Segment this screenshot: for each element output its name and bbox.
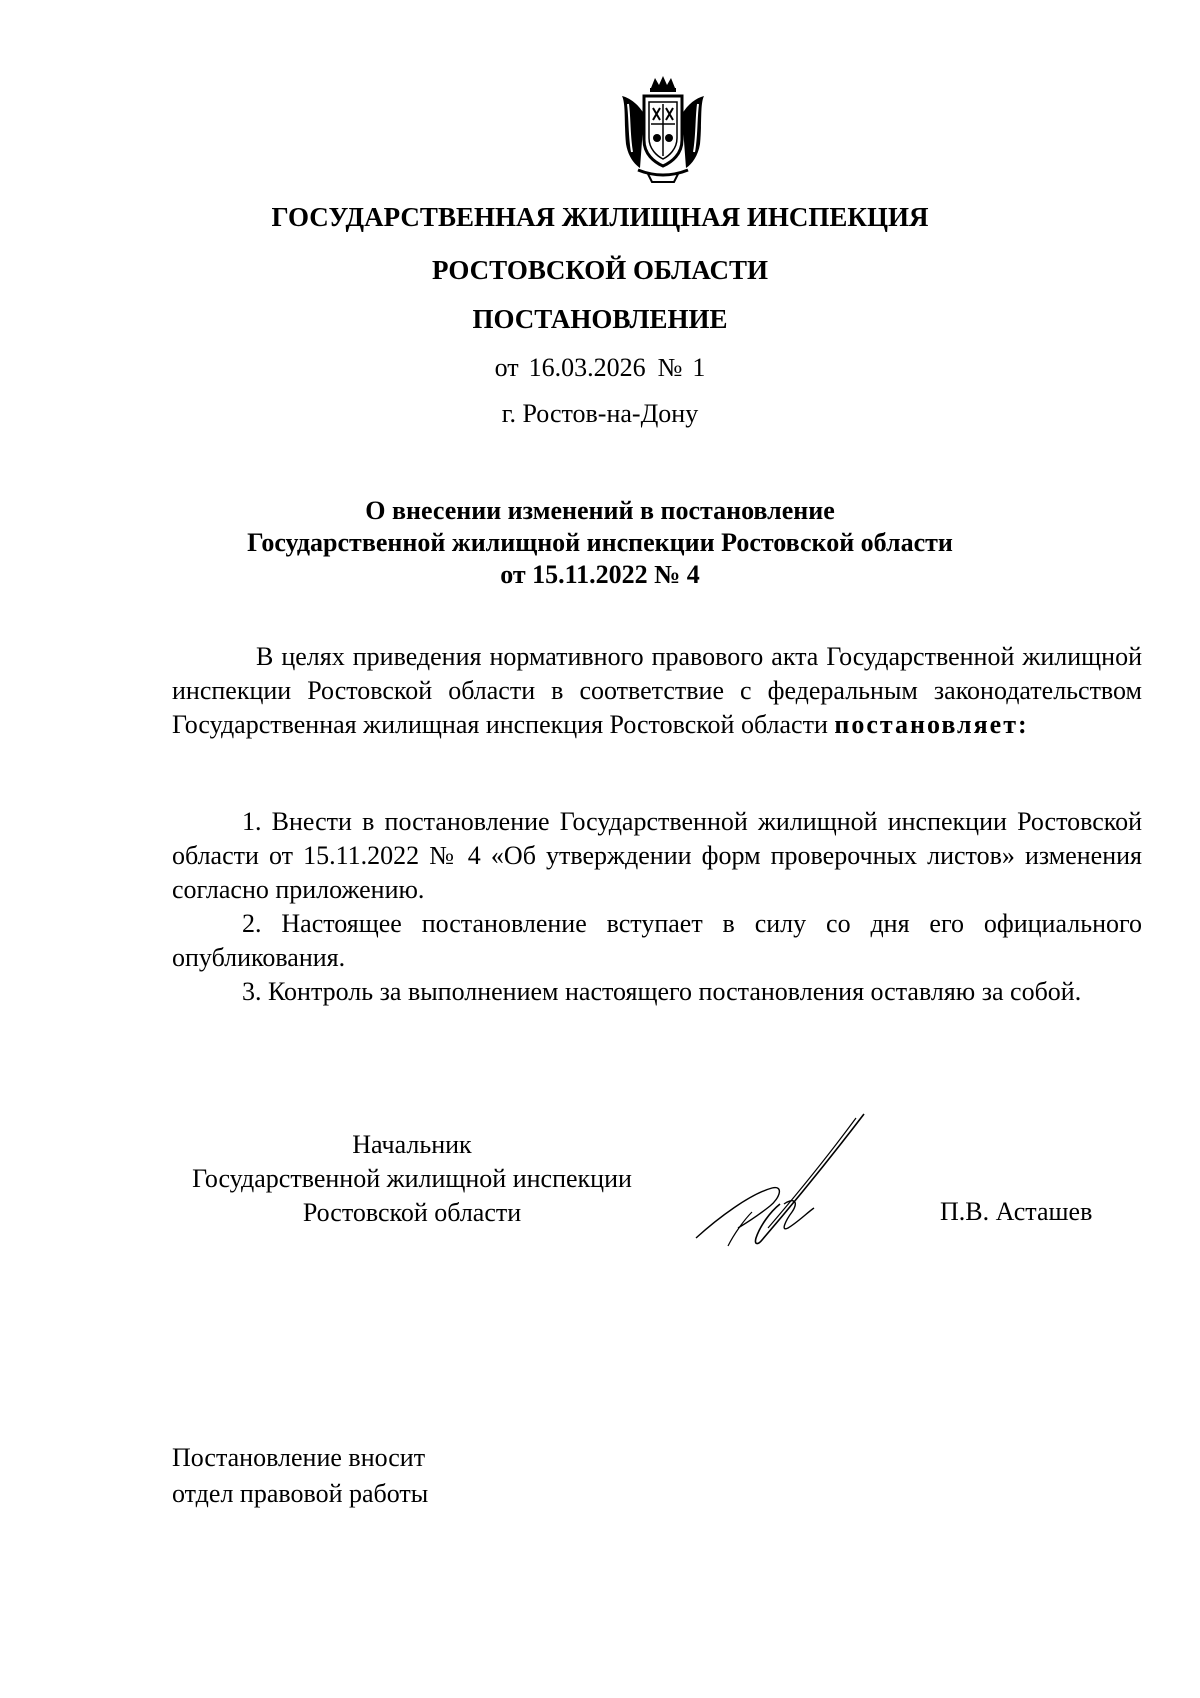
document-subject bbox=[0, 495, 1200, 591]
city: г. Ростов-на-Дону bbox=[501, 399, 699, 428]
submitted-by-line1: Постановление вносит bbox=[172, 1443, 426, 1472]
handwritten-signature bbox=[688, 1108, 888, 1258]
preamble-paragraph bbox=[172, 640, 1142, 742]
number-sign: № bbox=[657, 353, 683, 382]
signatory-title-line2: Государственной жилищной инспекции bbox=[192, 1164, 632, 1193]
document-type: ПОСТАНОВЛЕНИЕ bbox=[472, 304, 728, 334]
submitted-by-note bbox=[172, 1440, 428, 1512]
subject-line2: Государственной жилищной инспекции Ростовской области bbox=[247, 528, 953, 557]
signatory-title-line1: Начальник bbox=[352, 1130, 472, 1159]
signatory-title bbox=[172, 1128, 652, 1230]
document-date: 16.03.2026 bbox=[528, 353, 646, 382]
decree-item-2: 2. Настоящее постановление вступает в силу со дня его официального опубликования. bbox=[172, 909, 1142, 972]
date-prefix: от bbox=[494, 353, 519, 382]
signatory-name: П.В. Асташев bbox=[940, 1197, 1093, 1226]
subject-line1: О внесении изменений в постановление bbox=[365, 496, 835, 525]
organization-name-line2: РОСТОВСКОЙ ОБЛАСТИ bbox=[432, 255, 768, 285]
subject-line3: от 15.11.2022 № 4 bbox=[500, 560, 700, 589]
preamble-text: В целях приведения нормативного правового акта Государственной жилищной инспекции Ростовской области в соответствие с федеральным законодательством Государственная жилищная инспекция Ростовской области bbox=[172, 642, 1142, 739]
date-number-line bbox=[0, 352, 1200, 384]
decree-word: постановляет: bbox=[834, 710, 1029, 739]
coat-of-arms-icon bbox=[608, 74, 718, 184]
decree-item-3: 3. Контроль за выполнением настоящего постановления оставляю за собой. bbox=[242, 977, 1082, 1006]
organization-name-line1: ГОСУДАРСТВЕННАЯ ЖИЛИЩНАЯ ИНСПЕКЦИЯ bbox=[271, 202, 929, 232]
decree-item-1: 1. Внести в постановление Государственной жилищной инспекции Ростовской области от 15.11.2022 № 4 «Об утверждении форм проверочных листов» изменения согласно приложению. bbox=[172, 807, 1142, 904]
decree-items bbox=[172, 805, 1142, 1009]
document-number: 1 bbox=[692, 353, 706, 382]
submitted-by-line2: отдел правовой работы bbox=[172, 1479, 429, 1508]
signatory-title-line3: Ростовской области bbox=[302, 1198, 522, 1227]
